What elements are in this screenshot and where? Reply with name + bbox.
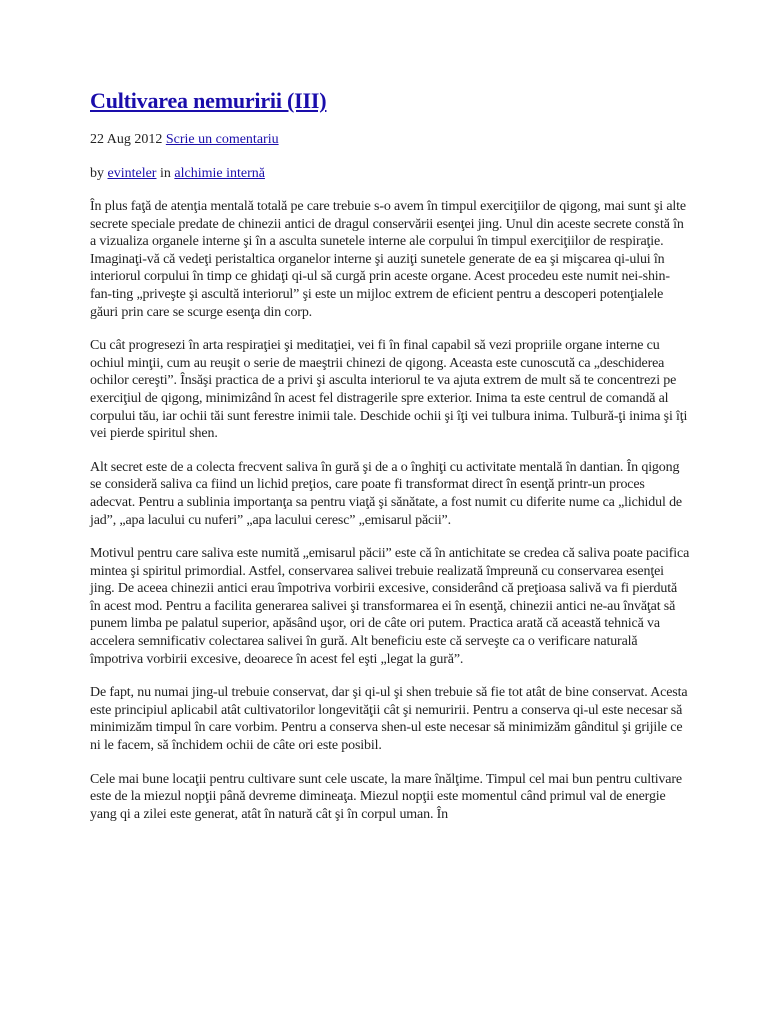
post-byline: [90, 164, 690, 184]
post-title: [90, 86, 690, 116]
post-title-link[interactable]: Cultivarea nemuririi (III): [90, 88, 327, 113]
paragraph-6: Cele mai bune locaţii pentru cultivare sunt cele uscate, la mare înălţime. Timpul cel mai bun pentru cultivare este de la miezul nopţii până devreme dimineaţa. Miezul nopţii este momentul când primul val de energie yang qi a zilei este generat, atât în natură cât şi în corpul uman. În: [90, 771, 682, 822]
post-date: 22 Aug 2012: [90, 132, 163, 147]
article: [90, 86, 690, 839]
paragraph-3: Alt secret este de a colecta frecvent saliva în gură şi de a o înghiţi cu activitate mentală în dantian. În qigong se consideră saliva ca fiind un lichid preţios, care poate fi transformat direct în esenţă printr-un proces adecvat. Pentru a sublinia importanţa sa pentru viaţă şi sănătate, a fost numit cu diferite nume ca „lichidul de jad”, „apa lacului cu nuferi” „apa lacului ceresc” „emisarul păcii”.: [90, 459, 682, 528]
post-date-line: [90, 130, 690, 150]
paragraph-2: Cu cât progresezi în arta respiraţiei şi meditaţiei, vei fi în final capabil să vezi propriile organe interne cu ochiul minţii, cum au reuşit o serie de maeştrii chinezi de qigong. Aceasta este cunoscută ca „deschiderea ochilor cereşti”. Însăşi practica de a privi şi asculta interiorul te va ajuta extrem de mult să te concentrezi pe exerciţiul de qigong, minimizând în acest fel distragerile spre exterior. Inima ta este centrul de comandă al corpului tău, iar ochii tăi sunt ferestre inimii tale. Deschide ochii şi îţi vei tulbura inima. Tulbură-ţi inima şi îţi vei pierde spiritul shen.: [90, 338, 688, 442]
author-link[interactable]: evinteler: [107, 166, 157, 181]
paragraph-5: De fapt, nu numai jing-ul trebuie conservat, dar şi qi-ul şi shen trebuie să fie tot atât de bine conservat. Acesta este principiul aplicabil atât cultivatorilor longevităţii cât şi nemuririi. Pentru a conserva qi-ul este necesar să minimizăm timpul în care vorbim. Pentru a conserva shen-ul este necesar să minimizăm gânditul şi grijile ce ni le facem, să închidem ochii de câte ori este posibil.: [90, 685, 688, 754]
paragraph-1: În plus faţă de atenţia mentală totală pe care trebuie s-o avem în timpul exerciţiilor de qigong, mai sunt şi alte secrete speciale predate de chinezii antici de dragul conservării esenţei jing. Unul din aceste secrete constă în a vizualiza organele interne şi în a asculta sunetele interne ale corpului în timpul exerciţiilor de respiraţie. Imaginaţi-vă că vedeţi peristaltica organelor interne şi auziţi sunetele generate de ea şi mişcarea qi-ului în interiorul corpului în timp ce ghidaţi qi-ul să curgă prin aceste organe. Acest procedeu este numit nei-shin-fan-ting „priveşte şi ascultă interiorul” şi este un mijloc extrem de eficient pentru a descoperi potenţialele găuri prin care se scurge esenţa din corp.: [90, 199, 686, 320]
in-label: in: [159, 166, 171, 181]
by-label: by: [90, 166, 104, 181]
paragraph-4: Motivul pentru care saliva este numită „emisarul păcii” este că în antichitate se credea că saliva poate pacifica mintea şi spiritul primordial. Astfel, conservarea salivei trebuie realizată împreună cu conservarea esenţei jing. De aceea chinezii antici erau împotriva vorbirii excesive, considerând că preţioasa salivă va fi pierdută în acest mod. Pentru a facilita generarea salivei şi transformarea ei în esenţă, chinezii antici ne-au învăţat să punem limba pe palatul superior, apăsând uşor, ori de câte ori putem. Practica arată că această tehnică va accelera semnificativ colectarea salivei în gură. Alt beneficiu este că serveşte ca o verificare naturală împotriva vorbirii excesive, deoarece în acest fel eşti „legat la gură”.: [90, 546, 690, 667]
category-link[interactable]: alchimie internă: [174, 166, 265, 181]
comment-link[interactable]: Scrie un comentariu: [165, 132, 279, 147]
post-content: [90, 198, 690, 823]
